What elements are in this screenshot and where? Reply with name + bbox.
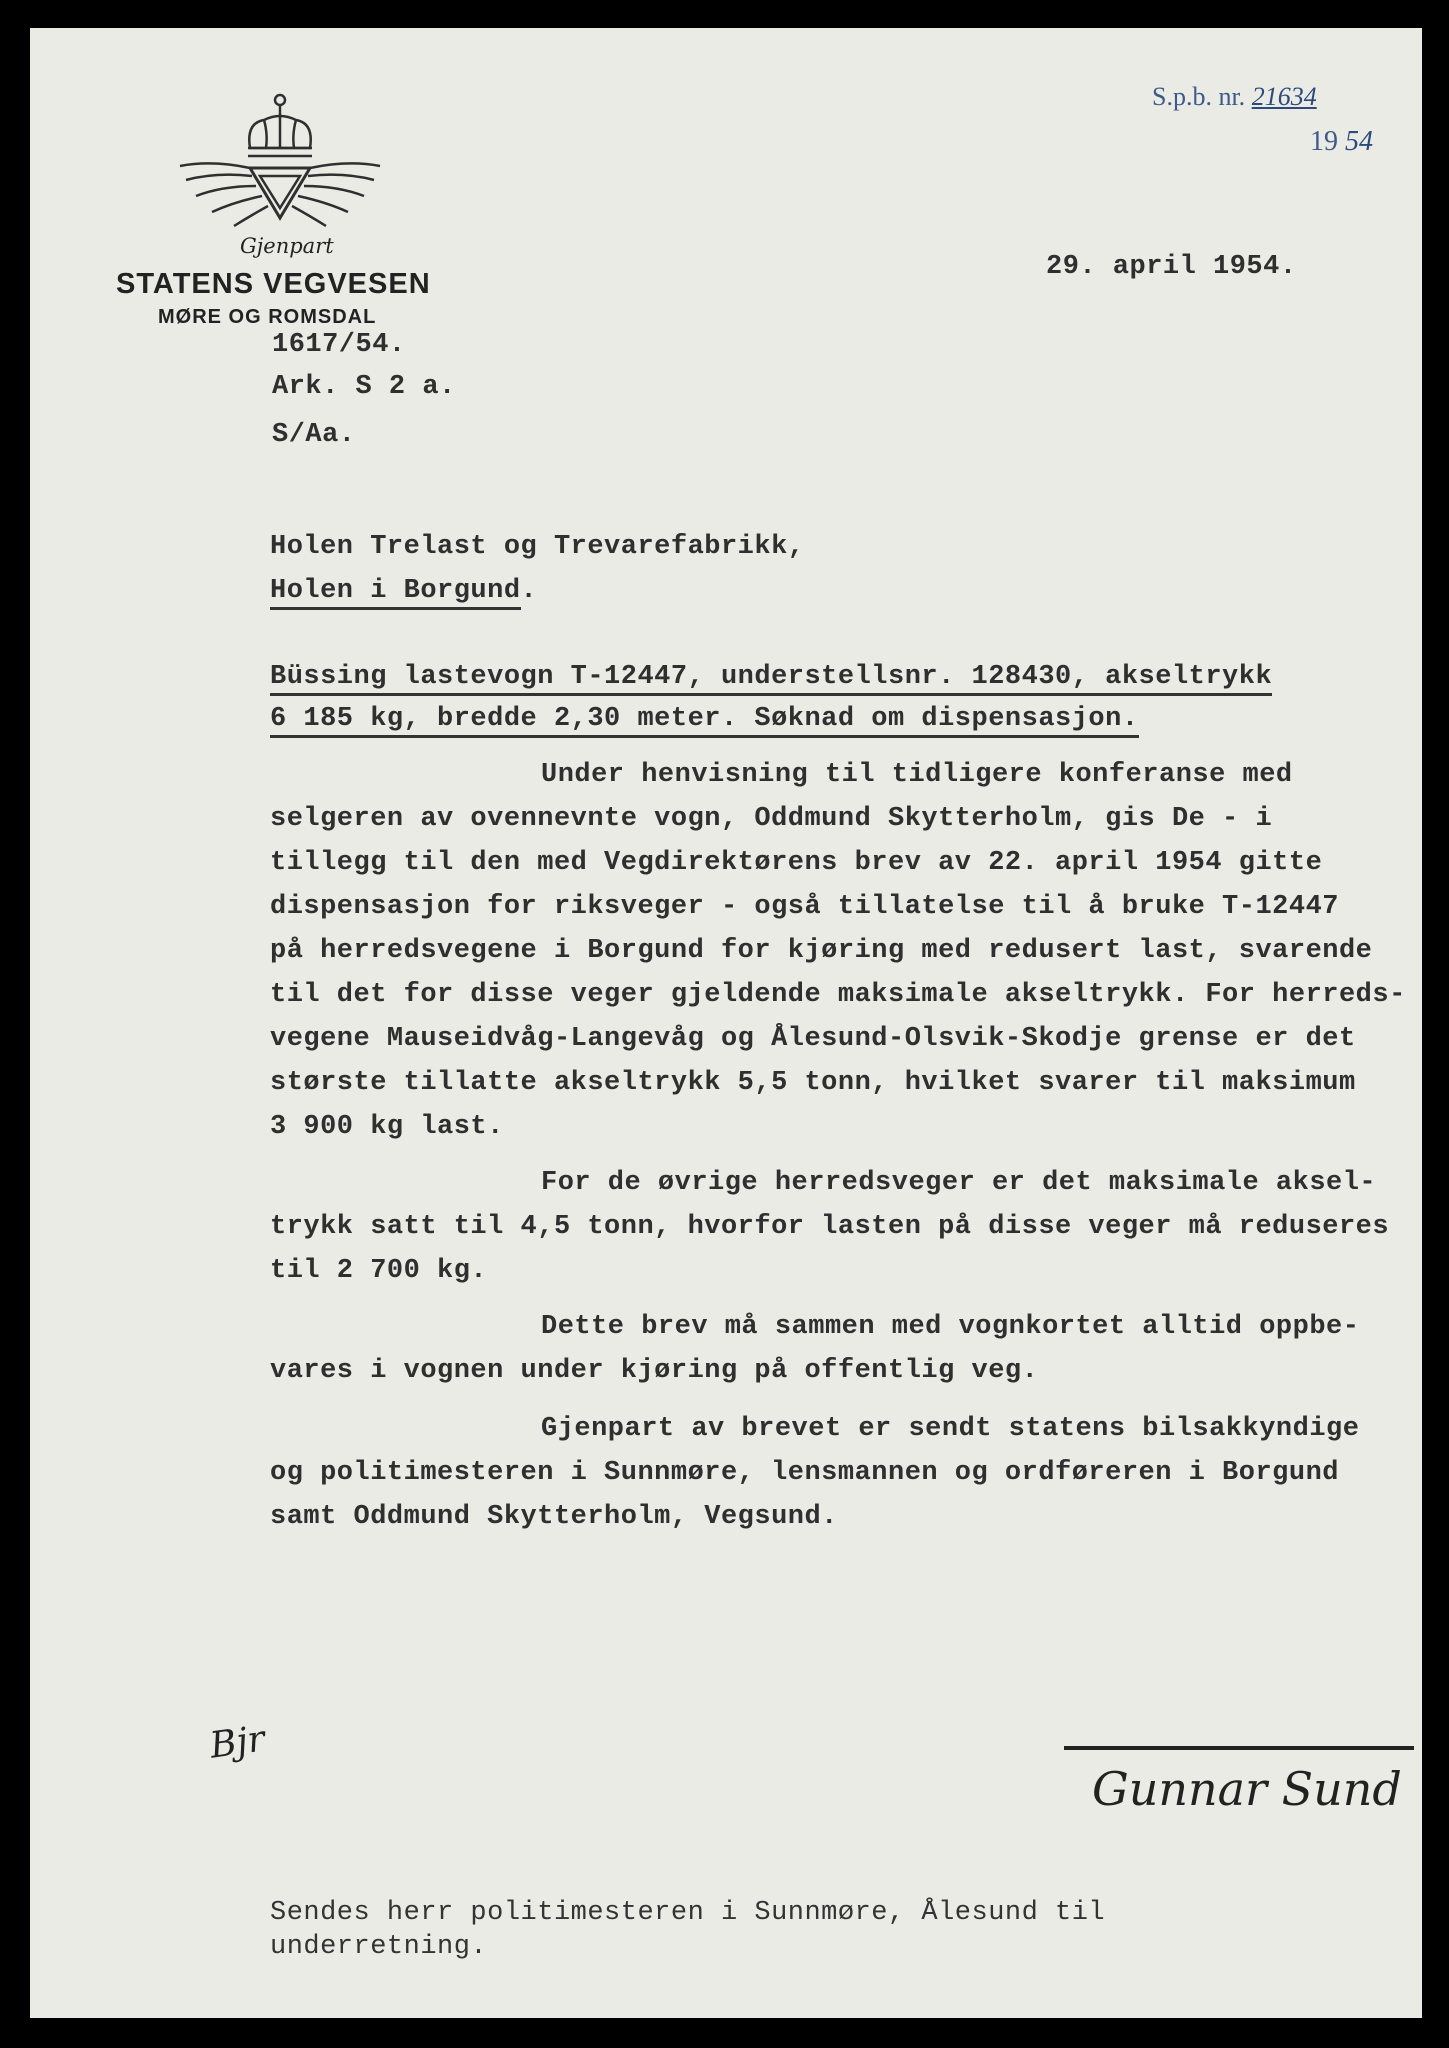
org-region: MØRE OG ROMSDAL [158, 306, 377, 328]
p4-line: og politimesteren i Sunnmøre, lensmannen og ordføreren i Borgund [270, 1458, 1339, 1488]
p1-line: vegene Mauseidvåg-Langevåg og Ålesund-Olsvik-Skodje grense er det [270, 1024, 1356, 1054]
p1-line: 3 900 kg last. [270, 1112, 504, 1142]
p1-line: dispensasjon for riksveger - også tillatelse til å bruke T-12447 [270, 892, 1339, 922]
p3-line: vares i vognen under kjøring på offentlig veg. [270, 1356, 1039, 1386]
subject-line-1-text: Büssing lastevogn T-12447, understellsnr. 128430, akseltrykk [270, 662, 1272, 696]
signature: Gunnar Sund [1092, 1762, 1402, 1816]
letter-date: 29. april 1954. [1046, 252, 1297, 282]
initials-code: S/Aa. [272, 420, 356, 450]
p1-line: Under henvisning til tidligere konferanse med [541, 760, 1293, 790]
p1-line: tillegg til den med Vegdirektørens brev av 22. april 1954 gitte [270, 848, 1323, 878]
stamp-year [1310, 126, 1373, 158]
archive-stamp [1152, 82, 1317, 112]
p3-line: Dette brev må sammen med vognkortet alltid oppbe- [541, 1312, 1360, 1342]
recipient-name: Holen Trelast og Trevarefabrikk, [270, 532, 805, 562]
signature-line [1064, 1746, 1414, 1750]
stamp-year-suffix: 54 [1345, 126, 1373, 157]
crown-wings-emblem-icon [172, 88, 392, 238]
p4-line: samt Oddmund Skytterholm, Vegsund. [270, 1502, 838, 1532]
stamp-prefix: S.p.b. nr. [1152, 82, 1246, 111]
copy-label: Gjenpart [240, 234, 334, 258]
stamp-year-prefix: 19 [1310, 126, 1338, 157]
recipient-place: Holen i Borgund. [270, 576, 537, 606]
footer-line: underretning. [270, 1932, 488, 1962]
subject-line-1 [270, 662, 1272, 692]
recipient-place-text: Holen i Borgund [270, 576, 521, 610]
subject-line-2-text: 6 185 kg, bredde 2,30 meter. Søknad om dispensasjon. [270, 704, 1139, 738]
footer-line: Sendes herr politimesteren i Sunnmøre, Ålesund til [270, 1898, 1106, 1928]
p1-line: til det for disse veger gjeldende maksimale akseltrykk. For herreds- [270, 980, 1406, 1010]
p2-line: trykk satt til 4,5 tonn, hvorfor lasten på disse veger må reduseres [270, 1212, 1390, 1242]
p1-line: selgeren av ovennevnte vogn, Oddmund Skytterholm, gis De - i [270, 804, 1273, 834]
p2-line: For de øvrige herredsveger er det maksimale aksel- [541, 1168, 1377, 1198]
p1-line: på herredsvegene i Borgund for kjøring med redusert last, svarende [270, 936, 1373, 966]
archive-code: Ark. S 2 a. [272, 372, 456, 402]
org-name: STATENS VEGVESEN [116, 268, 431, 300]
reference-number: 1617/54. [272, 330, 406, 360]
p4-line: Gjenpart av brevet er sendt statens bilsakkyndige [541, 1414, 1360, 1444]
stamp-number: 21634 [1251, 82, 1317, 111]
p1-line: største tillatte akseltrykk 5,5 tonn, hvilket svarer til maksimum [270, 1068, 1356, 1098]
p2-line: til 2 700 kg. [270, 1256, 488, 1286]
subject-line-2 [270, 704, 1139, 734]
handwritten-initials: Bjr [207, 1718, 268, 1767]
